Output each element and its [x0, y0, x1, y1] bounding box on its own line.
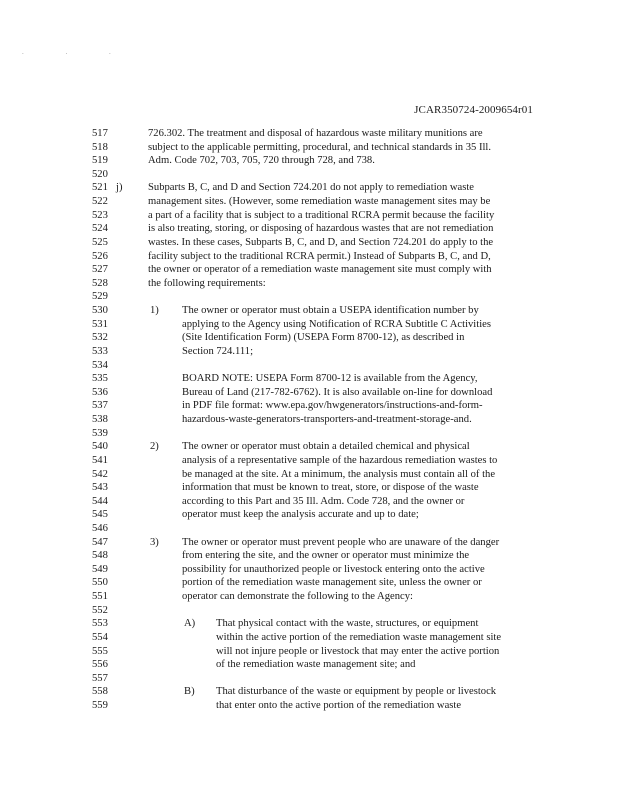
- line-number: 558: [92, 686, 108, 698]
- line-number: 546: [92, 522, 108, 534]
- line-number: 526: [92, 250, 108, 262]
- line-number: 536: [92, 386, 108, 398]
- line-number: 529: [92, 291, 108, 303]
- line-number: 550: [92, 577, 108, 589]
- line-number: 527: [92, 264, 108, 276]
- item3-text-line: possibility for unauthorized people or livestock entering onto the active: [182, 563, 485, 575]
- j-marker: j): [116, 182, 123, 194]
- item2-text-line: operator must keep the analysis accurate and up to date;: [182, 509, 419, 521]
- line-number: 554: [92, 631, 108, 643]
- board-note-line: in PDF file format: www.epa.gov/hwgenerators/instructions-and-form-: [182, 400, 483, 412]
- j-text-line: facility subject to the traditional RCRA permit.) Instead of Subparts B, C, and D,: [148, 250, 491, 262]
- itemB-text-line: That disturbance of the waste or equipment by people or livestock: [216, 686, 497, 698]
- line-number: 541: [92, 454, 108, 466]
- j-text-line: the following requirements:: [148, 277, 266, 289]
- j-text-line: management sites. (However, some remediation waste management sites may be: [148, 196, 491, 208]
- item3-text-line: from entering the site, and the owner or operator must minimize the: [182, 550, 470, 562]
- j-text-line: wastes. In these cases, Subparts B, C, and D, and Section 724.201 do apply to the: [148, 236, 494, 248]
- line-number: 525: [92, 236, 108, 248]
- line-number: 552: [92, 604, 108, 616]
- item2-text-line: be managed at the site. At a minimum, the analysis must contain all of the: [182, 468, 496, 480]
- line-number: 519: [92, 155, 108, 167]
- itemA-text-line: of the remediation waste management site; and: [216, 659, 416, 671]
- line-number: 520: [92, 168, 108, 180]
- scan-specks: . . .: [22, 48, 131, 56]
- j-text-line: is also treating, storing, or disposing of hazardous wastes that are not remediation: [148, 223, 494, 235]
- item1-text-line: Section 724.111;: [182, 345, 254, 357]
- line-number: 537: [92, 400, 108, 412]
- line-number: 559: [92, 700, 108, 712]
- line-number: 540: [92, 441, 108, 453]
- item3-text-line: portion of the remediation waste management site, unless the owner or: [182, 577, 482, 589]
- p1-line: 726.302. The treatment and disposal of hazardous waste military munitions are: [148, 128, 483, 139]
- line-number: 542: [92, 468, 108, 480]
- line-number: 539: [92, 427, 108, 439]
- item2-text-line: analysis of a representative sample of the hazardous remediation wastes to: [182, 454, 498, 466]
- line-number: 553: [92, 618, 108, 630]
- item3-text-line: The owner or operator must prevent people who are unaware of the danger: [182, 536, 500, 548]
- p1-line: subject to the applicable permitting, procedural, and technical standards in 35 Ill.: [148, 141, 492, 153]
- item1-text-line: The owner or operator must obtain a USEPA identification number by: [182, 305, 479, 317]
- itemA-marker: A): [184, 618, 196, 630]
- board-note-line: BOARD NOTE: USEPA Form 8700-12 is available from the Agency,: [182, 373, 478, 385]
- line-number: 522: [92, 196, 108, 208]
- item2-text-line: information that must be known to treat, store, or dispose of the waste: [182, 482, 479, 494]
- itemB-text-line: that enter onto the active portion of the remediation waste: [216, 700, 462, 712]
- line-number: 551: [92, 591, 108, 603]
- document-header-code: JCAR350724-2009654r01: [414, 104, 533, 116]
- itemA-text-line: within the active portion of the remediation waste management site: [216, 631, 502, 643]
- item2-text-line: The owner or operator must obtain a detailed chemical and physical: [182, 441, 470, 453]
- line-number: 538: [92, 414, 108, 426]
- board-note-line: hazardous-waste-generators-transporters-and-treatment-storage-and.: [182, 414, 472, 426]
- itemA-text-line: will not injure people or livestock that may enter the active portion: [216, 645, 500, 657]
- j-text-line: the owner or operator of a remediation waste management site must comply with: [148, 264, 492, 276]
- item3-marker: 3): [150, 536, 159, 548]
- line-number: 547: [92, 536, 108, 548]
- item1-text-line: (Site Identification Form) (USEPA Form 8700-12), as described in: [182, 332, 465, 344]
- line-number: 521: [92, 182, 108, 194]
- line-number: 531: [92, 318, 108, 330]
- board-note-line: Bureau of Land (217-782-6762). It is also available on-line for download: [182, 386, 493, 398]
- line-number: 555: [92, 645, 108, 657]
- item1-marker: 1): [150, 305, 159, 317]
- line-number: 528: [92, 277, 108, 289]
- itemA-text-line: That physical contact with the waste, structures, or equipment: [216, 618, 479, 630]
- j-text-line: Subparts B, C, and D and Section 724.201 do not apply to remediation waste: [148, 182, 475, 194]
- item3-text-line: operator can demonstrate the following to the Agency:: [182, 591, 413, 603]
- p1-line: Adm. Code 702, 703, 705, 720 through 728, and 738.: [148, 155, 375, 167]
- line-number: 534: [92, 359, 108, 371]
- line-number: 556: [92, 659, 108, 671]
- line-number: 533: [92, 345, 108, 357]
- line-number: 557: [92, 672, 108, 684]
- itemB-marker: B): [184, 686, 195, 698]
- item1-text-line: applying to the Agency using Notification of RCRA Subtitle C Activities: [182, 318, 491, 330]
- line-number: 545: [92, 509, 108, 521]
- line-number: 530: [92, 305, 108, 317]
- line-number: 548: [92, 550, 108, 562]
- line-number: 535: [92, 373, 108, 385]
- j-text-line: a part of a facility that is subject to a traditional RCRA permit because the facility: [148, 209, 495, 221]
- line-number: 523: [92, 209, 108, 221]
- line-number: 532: [92, 332, 108, 344]
- line-number: 549: [92, 563, 108, 575]
- line-number: 524: [92, 223, 108, 235]
- line-number: 518: [92, 141, 108, 153]
- line-number: 517: [92, 128, 108, 139]
- item2-text-line: according to this Part and 35 Ill. Adm. Code 728, and the owner or: [182, 495, 465, 507]
- item2-marker: 2): [150, 441, 159, 453]
- line-number: 543: [92, 482, 108, 494]
- line-number: 544: [92, 495, 108, 507]
